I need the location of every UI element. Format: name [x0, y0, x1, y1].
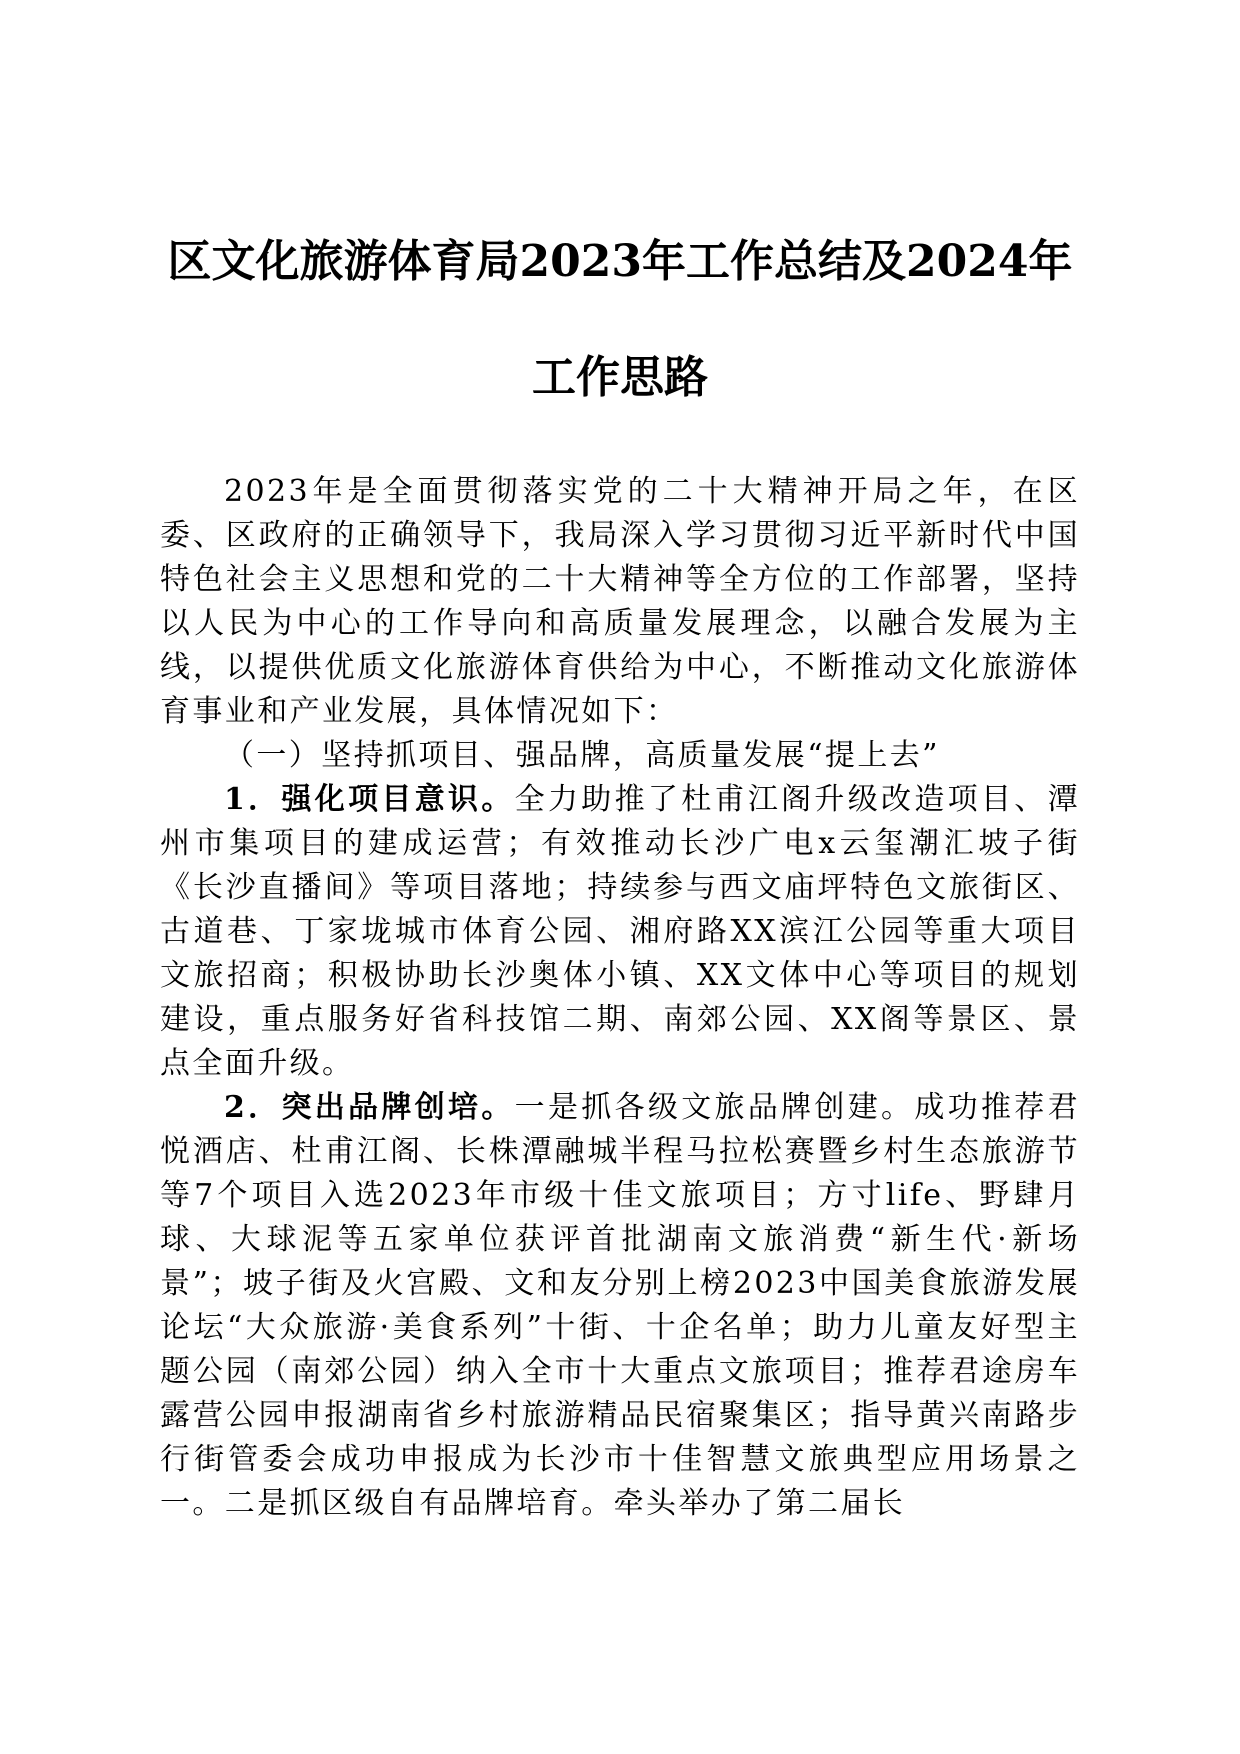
item-1-text: 全力助推了杜甫江阁升级改造项目、潭州市集项目的建成运营；有效推动长沙广电x云玺潮汇坡子街《长沙直播间》等项目落地；持续参与西文庙坪特色文旅街区、古道巷、丁家垅城市体育公园、湘府路XX滨江公园等重大项目文旅招商；积极协助长沙奥体小镇、XX文体中心等项目的规划建设，重点服务好省科技馆二期、南郊公园、XX阁等景区、景点全面升级。: [160, 782, 1080, 1081]
item-2-lead: 2．突出品牌创培。: [224, 1090, 515, 1125]
document-title-line-1: 区文化旅游体育局2023年工作总结及2024年: [167, 236, 1073, 287]
document-title-line-2: 工作思路: [532, 352, 708, 403]
section-heading: （一）坚持抓项目、强品牌，高质量发展“提上去”: [224, 738, 940, 773]
item-1-paragraph: [160, 778, 1080, 1086]
item-2-text: 一是抓各级文旅品牌创建。成功推荐君悦酒店、杜甫江阁、长株潭融城半程马拉松赛暨乡村生态旅游节等7个项目入选2023年市级十佳文旅项目；方寸life、野肆月球、大球泥等五家单位获评首批湖南文旅消费“新生代·新场景”；坡子街及火宫殿、文和友分别上榜2023中国美食旅游发展论坛“大众旅游·美食系列”十街、十企名单；助力儿童友好型主题公园（南郊公园）纳入全市十大重点文旅项目；推荐君途房车露营公园申报湖南省乡村旅游精品民宿聚集区；指导黄兴南路步行街管委会成功申报成为长沙市十佳智慧文旅典型应用场景之一。二是抓区级自有品牌培育。牵头举办了第二届长: [160, 1090, 1080, 1521]
document-body: [160, 470, 1080, 1526]
item-1-lead: 1．强化项目意识。: [224, 782, 515, 817]
intro-paragraph: 2023年是全面贯彻落实党的二十大精神开局之年，在区委、区政府的正确领导下，我局深入学习贯彻习近平新时代中国特色社会主义思想和党的二十大精神等全方位的工作部署，坚持以人民为中心的工作导向和高质量发展理念，以融合发展为主线，以提供优质文化旅游体育供给为中心，不断推动文化旅游体育事业和产业发展，具体情况如下：: [160, 474, 1080, 729]
item-2-paragraph: [160, 1086, 1080, 1526]
